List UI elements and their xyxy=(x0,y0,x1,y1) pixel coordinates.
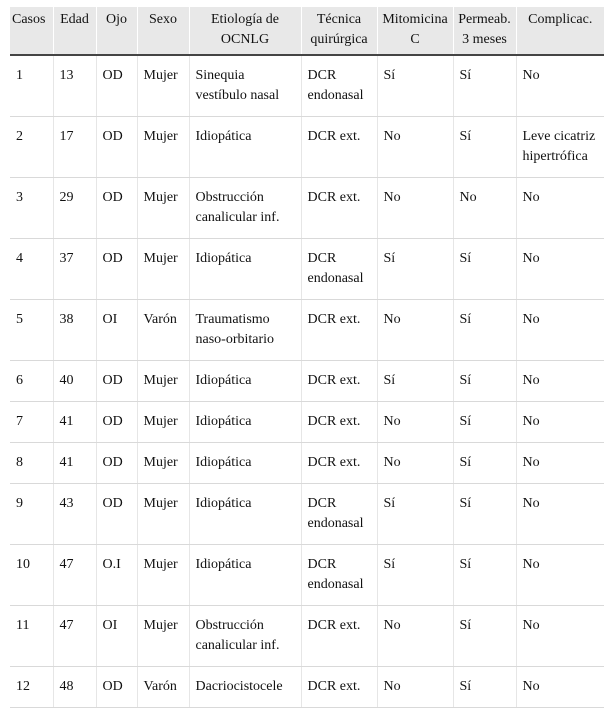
cell-ojo: OD xyxy=(96,55,137,117)
header-sexo: Sexo xyxy=(137,7,189,55)
header-row xyxy=(10,7,604,55)
cell-sexo: Varón xyxy=(137,667,189,708)
cell-tecnica: DCR ext. xyxy=(301,402,377,443)
cell-ojo: OI xyxy=(96,606,137,667)
cell-ojo: O.I xyxy=(96,545,137,606)
table-row xyxy=(10,545,604,606)
cell-sexo: Mujer xyxy=(137,402,189,443)
cell-complicaciones: No xyxy=(516,239,604,300)
cell-casos: 11 xyxy=(10,606,53,667)
cell-complicaciones: No xyxy=(516,667,604,708)
cell-permeabilidad: Sí xyxy=(453,484,516,545)
table-container xyxy=(10,7,604,694)
cell-etiologia: Idiopática xyxy=(189,117,301,178)
cell-ojo: OD xyxy=(96,117,137,178)
cell-ojo: OD xyxy=(96,239,137,300)
cell-edad: 47 xyxy=(53,545,96,606)
cell-ojo: OD xyxy=(96,484,137,545)
cell-etiologia: Idiopática xyxy=(189,361,301,402)
cell-mitomicina: No xyxy=(377,178,453,239)
cell-ojo: OI xyxy=(96,300,137,361)
cell-etiologia: Obstrucción canalicular inf. xyxy=(189,178,301,239)
cell-tecnica: DCR endonasal xyxy=(301,545,377,606)
cell-permeabilidad: Sí xyxy=(453,117,516,178)
table-row xyxy=(10,300,604,361)
header-mitomicina: Mitomicina C xyxy=(377,7,453,55)
cell-casos: 10 xyxy=(10,545,53,606)
cell-tecnica: DCR endonasal xyxy=(301,484,377,545)
cell-mitomicina: Sí xyxy=(377,55,453,117)
cell-etiologia: Sinequia vestíbulo nasal xyxy=(189,55,301,117)
cell-sexo: Mujer xyxy=(137,239,189,300)
cell-mitomicina: Sí xyxy=(377,239,453,300)
cell-edad: 37 xyxy=(53,239,96,300)
cell-permeabilidad: Sí xyxy=(453,545,516,606)
cell-casos: 4 xyxy=(10,239,53,300)
cell-casos: 9 xyxy=(10,484,53,545)
cell-ojo: OD xyxy=(96,443,137,484)
cell-tecnica: DCR ext. xyxy=(301,443,377,484)
cell-casos: 5 xyxy=(10,300,53,361)
cell-complicaciones: No xyxy=(516,178,604,239)
table-row xyxy=(10,606,604,667)
cell-sexo: Mujer xyxy=(137,545,189,606)
cell-mitomicina: Sí xyxy=(377,484,453,545)
cell-mitomicina: No xyxy=(377,443,453,484)
cell-etiologia: Idiopática xyxy=(189,545,301,606)
cell-casos: 2 xyxy=(10,117,53,178)
cell-sexo: Mujer xyxy=(137,484,189,545)
cases-table xyxy=(10,7,604,708)
cell-mitomicina: Sí xyxy=(377,545,453,606)
cell-mitomicina: No xyxy=(377,300,453,361)
cell-tecnica: DCR ext. xyxy=(301,606,377,667)
cell-complicaciones: No xyxy=(516,545,604,606)
cell-tecnica: DCR endonasal xyxy=(301,239,377,300)
cell-tecnica: DCR ext. xyxy=(301,300,377,361)
cell-sexo: Varón xyxy=(137,300,189,361)
cell-edad: 13 xyxy=(53,55,96,117)
cell-permeabilidad: Sí xyxy=(453,361,516,402)
cell-permeabilidad: Sí xyxy=(453,443,516,484)
cell-casos: 8 xyxy=(10,443,53,484)
header-complicaciones: Complicac. xyxy=(516,7,604,55)
cell-mitomicina: No xyxy=(377,117,453,178)
cell-mitomicina: No xyxy=(377,606,453,667)
cell-ojo: OD xyxy=(96,402,137,443)
header-tecnica: Técnica quirúrgica xyxy=(301,7,377,55)
cell-edad: 47 xyxy=(53,606,96,667)
cell-mitomicina: Sí xyxy=(377,361,453,402)
cell-permeabilidad: Sí xyxy=(453,606,516,667)
cell-casos: 12 xyxy=(10,667,53,708)
cell-complicaciones: Leve cicatriz hipertrófica xyxy=(516,117,604,178)
cell-complicaciones: No xyxy=(516,55,604,117)
cell-sexo: Mujer xyxy=(137,443,189,484)
cell-mitomicina: No xyxy=(377,402,453,443)
cell-etiologia: Dacriocistocele xyxy=(189,667,301,708)
cell-tecnica: DCR ext. xyxy=(301,178,377,239)
cell-edad: 41 xyxy=(53,402,96,443)
cell-casos: 6 xyxy=(10,361,53,402)
cell-sexo: Mujer xyxy=(137,178,189,239)
cell-edad: 43 xyxy=(53,484,96,545)
cell-sexo: Mujer xyxy=(137,606,189,667)
table-row xyxy=(10,361,604,402)
table-row xyxy=(10,178,604,239)
table-row xyxy=(10,484,604,545)
cell-edad: 41 xyxy=(53,443,96,484)
cell-ojo: OD xyxy=(96,667,137,708)
header-permeabilidad: Permeab. 3 meses xyxy=(453,7,516,55)
cell-ojo: OD xyxy=(96,361,137,402)
cell-permeabilidad: Sí xyxy=(453,55,516,117)
cell-etiologia: Obstrucción canalicular inf. xyxy=(189,606,301,667)
cell-tecnica: DCR ext. xyxy=(301,117,377,178)
cell-casos: 1 xyxy=(10,55,53,117)
header-ojo: Ojo xyxy=(96,7,137,55)
cell-mitomicina: No xyxy=(377,667,453,708)
cell-edad: 40 xyxy=(53,361,96,402)
cell-etiologia: Idiopática xyxy=(189,402,301,443)
table-row xyxy=(10,443,604,484)
table-row xyxy=(10,117,604,178)
cell-ojo: OD xyxy=(96,178,137,239)
cell-complicaciones: No xyxy=(516,402,604,443)
table-body xyxy=(10,55,604,708)
header-casos: Casos xyxy=(10,7,53,55)
cell-etiologia: Traumatismo naso-orbitario xyxy=(189,300,301,361)
cell-casos: 7 xyxy=(10,402,53,443)
cell-sexo: Mujer xyxy=(137,55,189,117)
cell-complicaciones: No xyxy=(516,443,604,484)
cell-tecnica: DCR ext. xyxy=(301,361,377,402)
cell-etiologia: Idiopática xyxy=(189,443,301,484)
cell-etiologia: Idiopática xyxy=(189,484,301,545)
cell-tecnica: DCR ext. xyxy=(301,667,377,708)
table-row xyxy=(10,55,604,117)
cell-edad: 29 xyxy=(53,178,96,239)
table-header xyxy=(10,7,604,55)
cell-sexo: Mujer xyxy=(137,361,189,402)
cell-complicaciones: No xyxy=(516,300,604,361)
cell-tecnica: DCR endonasal xyxy=(301,55,377,117)
header-edad: Edad xyxy=(53,7,96,55)
cell-edad: 17 xyxy=(53,117,96,178)
cell-sexo: Mujer xyxy=(137,117,189,178)
cell-etiologia: Idiopática xyxy=(189,239,301,300)
cell-permeabilidad: No xyxy=(453,178,516,239)
cell-permeabilidad: Sí xyxy=(453,239,516,300)
cell-complicaciones: No xyxy=(516,606,604,667)
cell-permeabilidad: Sí xyxy=(453,402,516,443)
table-row xyxy=(10,402,604,443)
cell-permeabilidad: Sí xyxy=(453,300,516,361)
cell-permeabilidad: Sí xyxy=(453,667,516,708)
cell-complicaciones: No xyxy=(516,361,604,402)
table-row xyxy=(10,239,604,300)
header-etiologia: Etiología de OCNLG xyxy=(189,7,301,55)
table-row xyxy=(10,667,604,708)
cell-edad: 38 xyxy=(53,300,96,361)
cell-casos: 3 xyxy=(10,178,53,239)
cell-edad: 48 xyxy=(53,667,96,708)
cell-complicaciones: No xyxy=(516,484,604,545)
